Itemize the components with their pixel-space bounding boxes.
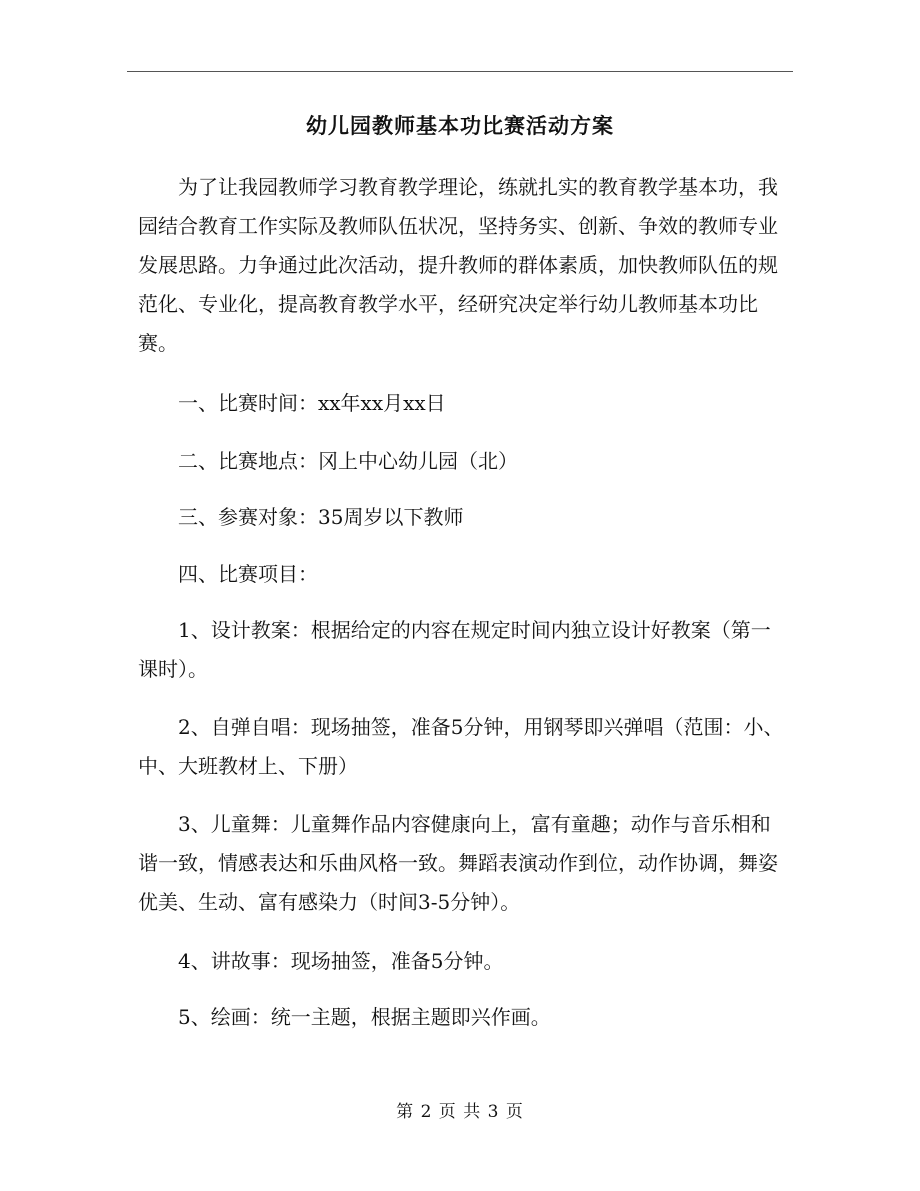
item-childrens-dance: 3、儿童舞：儿童舞作品内容健康向上，富有童趣；动作与音乐相和谐一致，情感表达和乐曲风格一致。舞蹈表演动作到位，动作协调，舞姿优美、生动、富有感染力（时间3-5分钟）。 [138,812,778,914]
item-storytelling: 4、讲故事：现场抽签，准备5分钟。 [178,949,504,973]
header-divider [127,71,793,72]
item-drawing: 5、绘画：统一主题，根据主题即兴作画。 [178,1005,551,1029]
item-piano-singing: 2、自弹自唱：现场抽签，准备5分钟，用钢琴即兴弹唱（范围：小、中、大班教材上、下册） [138,715,784,778]
item-lesson-plan: 1、设计教案：根据给定的内容在规定时间内独立设计好教案（第一课时）。 [138,618,771,681]
section-events: 四、比赛项目： [178,562,318,586]
document-title: 幼儿园教师基本功比赛活动方案 [306,113,614,138]
section-participants: 三、参赛对象：35周岁以下教师 [178,505,464,529]
intro-paragraph: 为了让我园教师学习教育教学理论，练就扎实的教育教学基本功，我园结合教育工作实际及教师队伍状况，坚持务实、创新、争效的教师专业发展思路。力争通过此次活动，提升教师的群体素质，加快教师队伍的规范化、专业化，提高教育教学水平，经研究决定举行幼儿教师基本功比赛。 [138,175,778,355]
page-footer: 第 2 页 共 3 页 [396,1102,524,1122]
section-location: 二、比赛地点：冈上中心幼儿园（北） [178,449,518,473]
section-time: 一、比赛时间：xx年xx月xx日 [178,391,446,415]
